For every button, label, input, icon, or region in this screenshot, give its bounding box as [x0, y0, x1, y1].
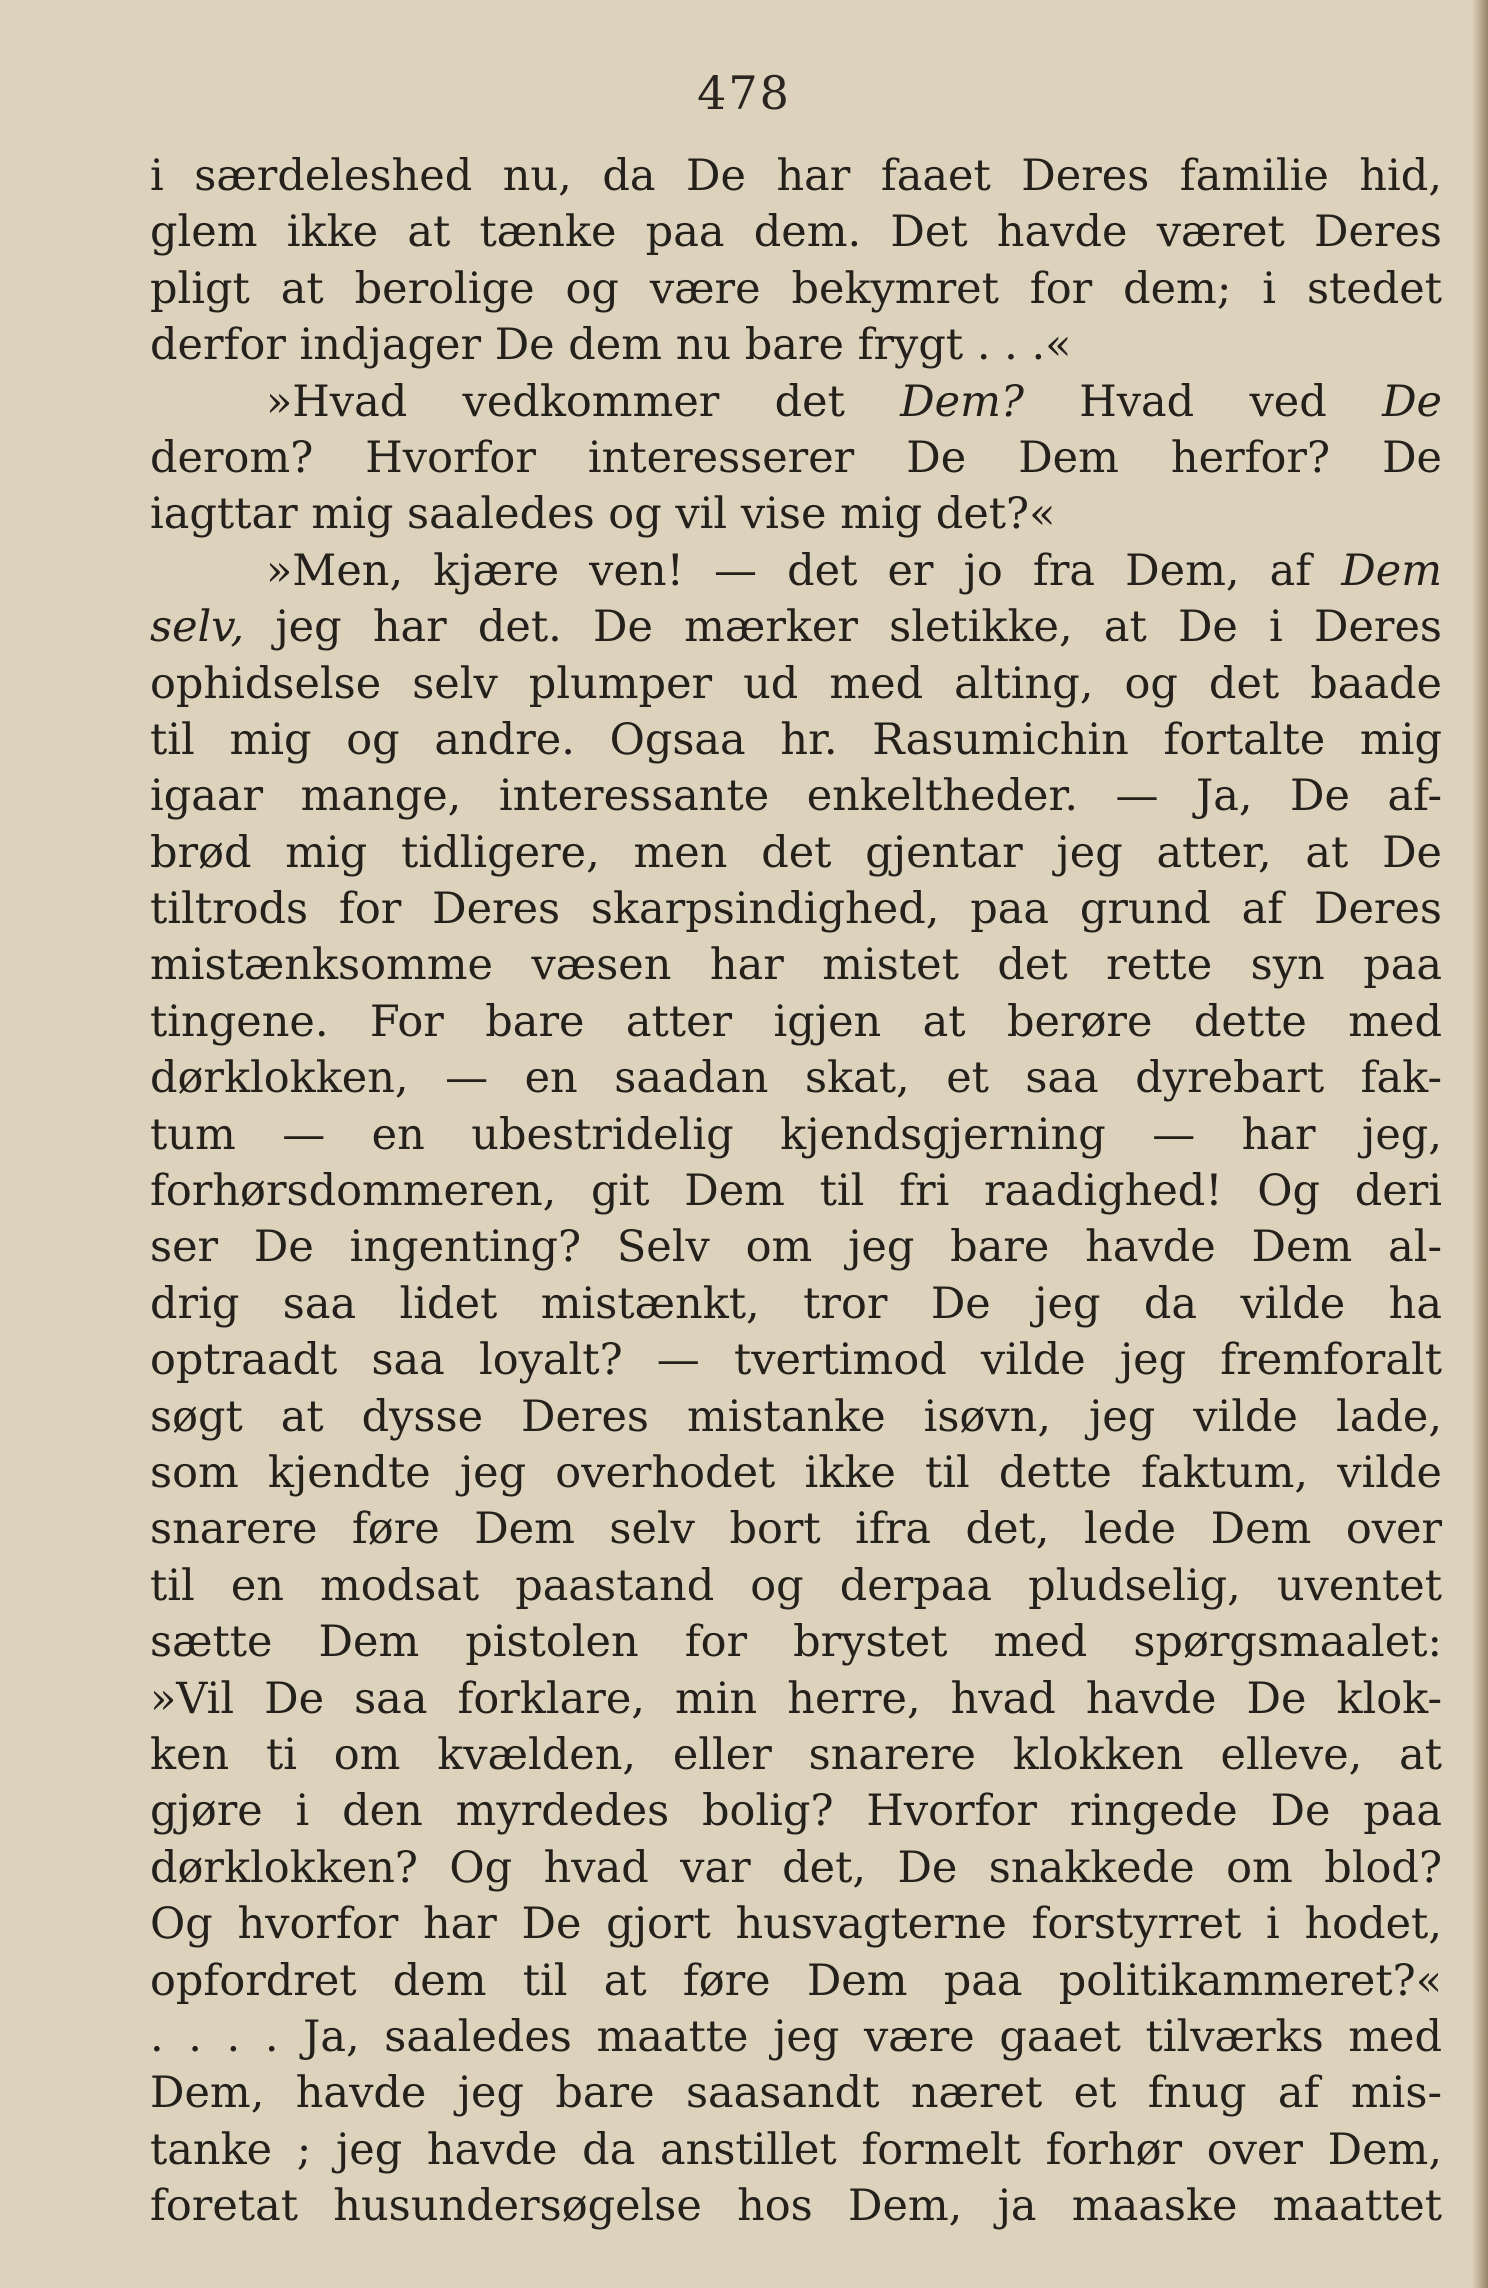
text-span: »Vil De saa forklare, min herre, hvad havde De klok-: [150, 1673, 1442, 1724]
text-span: søgt at dysse Deres mistanke isøvn, jeg vilde lade,: [150, 1391, 1442, 1442]
text-span: . . . . Ja, saaledes maatte jeg være gaaet tilværks med: [150, 2011, 1442, 2062]
italic-text: De: [1382, 376, 1442, 427]
text-line: [150, 599, 1442, 655]
text-line: [150, 1050, 1442, 1106]
page-edge-shadow: [1472, 0, 1488, 2288]
text-span: Dem, havde jeg bare saasandt næret et fnug af mis-: [150, 2068, 1442, 2119]
text-span: Hvad ved: [1023, 376, 1383, 427]
text-line: [150, 1107, 1442, 1163]
italic-text: selv,: [150, 602, 245, 653]
text-line: [150, 1671, 1442, 1727]
text-line: [150, 261, 1442, 317]
text-line: [150, 712, 1442, 768]
text-line: [150, 1219, 1442, 1275]
text-span: som kjendte jeg overhodet ikke til dette faktum, vilde: [150, 1447, 1442, 1498]
text-span: til en modsat paastand og derpaa pludselig, uventet: [150, 1560, 1442, 1611]
text-span: igaar mange, interessante enkeltheder. — Ja, De af-: [150, 771, 1442, 822]
text-span: derfor indjager De dem nu bare frygt . . .«: [150, 320, 1072, 371]
text-line: [150, 881, 1442, 937]
text-span: opfordret dem til at føre Dem paa politikammeret?«: [150, 1955, 1442, 2006]
text-line: [150, 1727, 1442, 1783]
text-span: dørklokken? Og hvad var det, De snakkede om blod?: [150, 1842, 1442, 1893]
text-line: [150, 317, 1442, 373]
text-span: til mig og andre. Ogsaa hr. Rasumichin fortalte mig: [150, 714, 1442, 765]
text-span: jeg har det. De mærker sletikke, at De i Deres: [244, 602, 1442, 653]
text-span: mistænksomme væsen har mistet det rette syn paa: [150, 940, 1442, 991]
italic-text: Dem?: [900, 376, 1024, 427]
text-line: [150, 543, 1442, 599]
text-span: i særdeleshed nu, da De har faaet Deres familie hid,: [150, 151, 1442, 201]
text-span: forhørsdommeren, git Dem til fri raadighed! Og deri: [150, 1166, 1442, 1217]
text-line: [150, 1445, 1442, 1501]
text-line: [150, 2122, 1442, 2178]
text-line: [150, 204, 1442, 260]
body-text: [150, 148, 1442, 2234]
text-line: [150, 2065, 1442, 2121]
text-line: [150, 1896, 1442, 1952]
text-span: drig saa lidet mistænkt, tror De jeg da vilde ha: [150, 1278, 1442, 1329]
text-line: [150, 2178, 1442, 2234]
text-line: [150, 2009, 1442, 2065]
text-span: snarere føre Dem selv bort ifra det, lede Dem over: [150, 1504, 1442, 1555]
text-span: dørklokken, — en saadan skat, et saa dyrebart fak-: [150, 1053, 1442, 1104]
text-line: [150, 1276, 1442, 1332]
text-span: Og hvorfor har De gjort husvagterne forstyrret i hodet,: [150, 1899, 1442, 1950]
text-span: ser De ingenting? Selv om jeg bare havde Dem al-: [150, 1222, 1442, 1273]
text-span: tum — en ubestridelig kjendsgjerning — har jeg,: [150, 1109, 1442, 1160]
text-line: [150, 1389, 1442, 1445]
text-span: tingene. For bare atter igjen at berøre dette med: [150, 996, 1442, 1047]
text-line: [150, 1501, 1442, 1557]
text-span: derom? Hvorfor interesserer De Dem herfor? De: [150, 432, 1442, 483]
text-line: [150, 1558, 1442, 1614]
text-span: glem ikke at tænke paa dem. Det havde været Deres: [150, 207, 1442, 258]
text-span: ken ti om kvælden, eller snarere klokken elleve, at: [150, 1729, 1442, 1780]
page-number: 478: [697, 66, 791, 120]
text-span: ophidselse selv plumper ud med alting, og det baade: [150, 658, 1442, 709]
text-line: [150, 374, 1442, 430]
text-span: »Men, kjære ven! — det er jo fra Dem, af: [266, 545, 1342, 596]
text-line: [150, 1332, 1442, 1388]
text-line: [150, 1783, 1442, 1839]
text-line: [150, 937, 1442, 993]
text-line: [150, 1840, 1442, 1896]
text-span: »Hvad vedkommer det: [266, 376, 901, 427]
text-line: [150, 1614, 1442, 1670]
text-line: [150, 994, 1442, 1050]
text-span: tiltrods for Deres skarpsindighed, paa grund af Deres: [150, 884, 1442, 935]
text-span: gjøre i den myrdedes bolig? Hvorfor ringede De paa: [150, 1786, 1442, 1837]
text-line: [150, 1163, 1442, 1219]
text-line: [150, 768, 1442, 824]
text-span: sætte Dem pistolen for brystet med spørgsmaalet:: [150, 1617, 1442, 1668]
text-line: [150, 148, 1442, 204]
text-line: [150, 430, 1442, 486]
text-span: foretat husundersøgelse hos Dem, ja maaske maattet: [150, 2181, 1442, 2232]
text-line: [150, 825, 1442, 881]
italic-text: Dem: [1341, 545, 1442, 596]
text-line: [150, 656, 1442, 712]
text-span: iagttar mig saaledes og vil vise mig det?«: [150, 489, 1056, 540]
text-span: tanke ; jeg havde da anstillet formelt forhør over Dem,: [150, 2124, 1442, 2175]
text-span: optraadt saa loyalt? — tvertimod vilde jeg fremforalt: [150, 1335, 1442, 1386]
text-span: pligt at berolige og være bekymret for dem; i stedet: [150, 263, 1442, 314]
text-line: [150, 486, 1442, 542]
text-line: [150, 1953, 1442, 2009]
text-span: brød mig tidligere, men det gjentar jeg atter, at De: [150, 827, 1442, 878]
